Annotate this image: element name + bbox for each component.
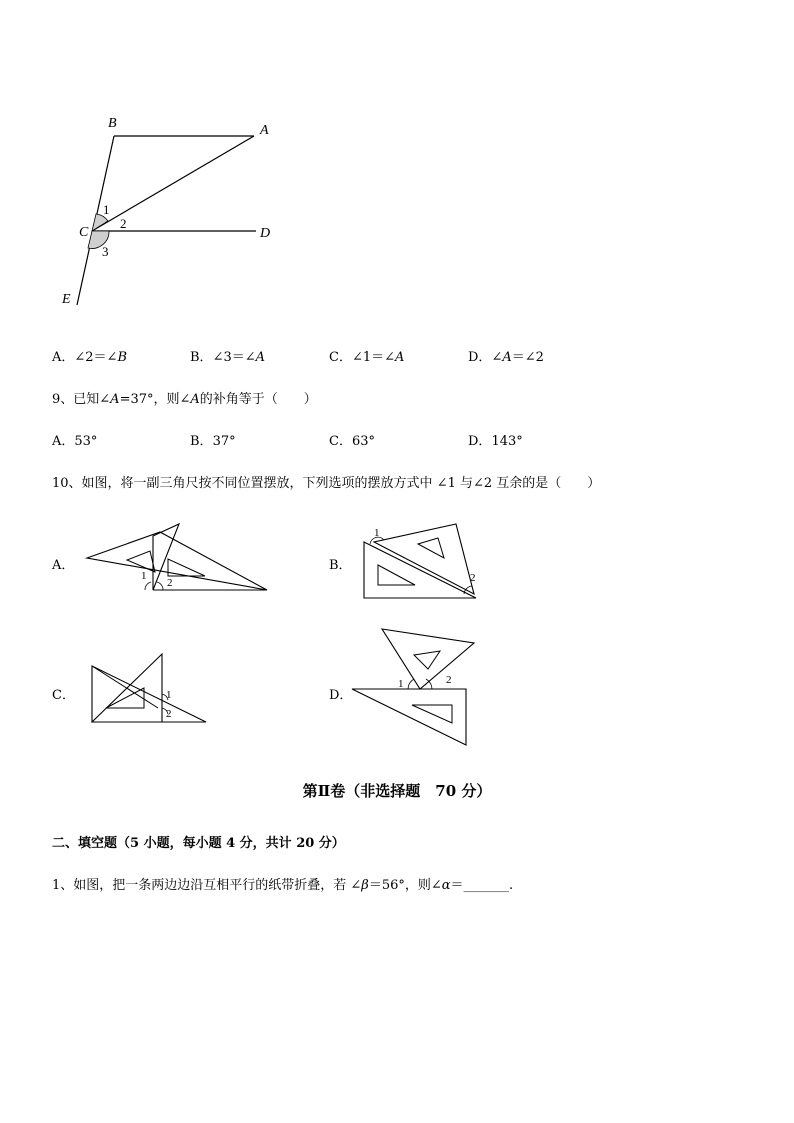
question-10: 10、如图，将一副三角尺按不同位置摆放，下列选项的摆放方式中 ∠1 与∠2 互余的是（ ）: [52, 476, 601, 491]
section-fill-blank-title: 二、填空题（5 小题，每小题 4 分，共计 20 分）: [52, 836, 345, 851]
set-square-outer: [92, 666, 206, 722]
angle-arc: [157, 582, 163, 590]
part-2-title: 第Ⅱ卷（非选择题 70 分）: [302, 782, 492, 800]
q8-option-a[interactable]: A．∠2＝∠B: [52, 350, 128, 365]
label-angle-1: 1: [398, 678, 404, 690]
label-D: D: [260, 226, 271, 241]
label-angle-2: 2: [167, 577, 173, 589]
answer-blank[interactable]: ＝_______.: [450, 878, 514, 893]
q10-option-c-figure[interactable]: [88, 650, 210, 725]
label-angle-2: 2: [470, 572, 476, 584]
label-C: C: [79, 225, 89, 240]
label-angle-1: 1: [166, 689, 172, 701]
q10-option-d-figure[interactable]: [348, 625, 483, 750]
question-9: 9、已知∠A=37°，则∠A的补角等于（ ）: [52, 392, 317, 407]
q10-option-a-figure[interactable]: [85, 520, 275, 595]
q8-option-d[interactable]: D．∠A＝∠2: [468, 350, 544, 365]
segment-AC: [92, 136, 254, 231]
set-square-45: [153, 524, 179, 590]
set-square-bottom: [352, 689, 466, 745]
q10-option-b-label[interactable]: B．: [329, 558, 352, 573]
label-angle-2: 2: [446, 674, 452, 686]
q9-option-c[interactable]: C．63°: [329, 434, 375, 449]
angle-arc: [145, 582, 151, 590]
set-square-top: [374, 524, 474, 594]
label-B: B: [108, 116, 117, 131]
inner-hole-1: [378, 565, 415, 585]
angle-arc: [408, 679, 414, 689]
label-angle-3: 3: [102, 244, 109, 259]
fill-question-1: 1、如图，把一条两边边沿互相平行的纸带折叠，若 ∠β＝56°，则∠α＝_______.: [52, 878, 514, 893]
label-angle-1: 1: [141, 570, 147, 582]
label-angle-1: 1: [374, 527, 380, 539]
q8-option-b[interactable]: B．∠3＝∠A: [190, 350, 266, 365]
question-8-figure: [50, 110, 290, 315]
q8-option-c[interactable]: C．∠1＝∠A: [329, 350, 405, 365]
label-angle-2: 2: [166, 708, 172, 720]
label-E: E: [62, 292, 71, 307]
label-angle-2: 2: [120, 216, 127, 231]
label-angle-1: 1: [103, 202, 110, 217]
label-A: A: [260, 123, 269, 138]
inner-hole-1: [106, 688, 144, 708]
edge: [92, 666, 158, 708]
q10-option-d-label[interactable]: D．: [329, 688, 353, 703]
q9-option-d[interactable]: D．143°: [468, 434, 523, 449]
q10-option-a-label[interactable]: A．: [52, 558, 75, 573]
q10-option-b-figure[interactable]: [360, 520, 485, 602]
set-square-30-60: [87, 532, 267, 590]
inner-hole-bottom: [412, 705, 452, 723]
q9-option-b[interactable]: B．37°: [190, 434, 236, 449]
q10-option-c-label[interactable]: C．: [52, 688, 75, 703]
q9-option-a[interactable]: A．53°: [52, 434, 98, 449]
